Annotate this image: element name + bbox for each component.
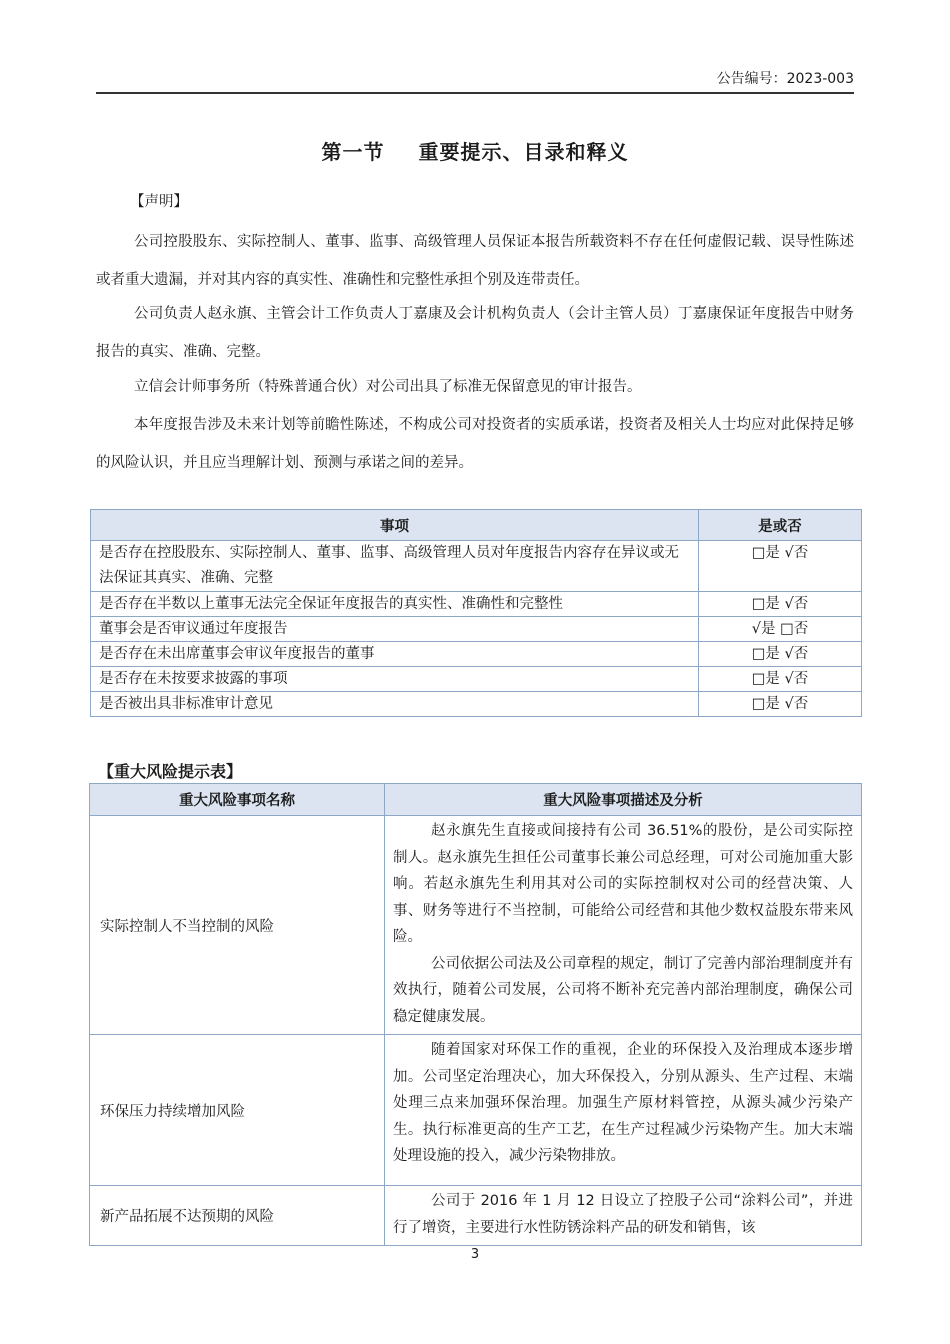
matter-text: 是否被出具非标准审计意见	[91, 692, 699, 717]
matters-header-row	[91, 510, 862, 541]
table-row	[90, 816, 862, 1035]
report-number: 公告编号：2023-003	[716, 71, 854, 87]
matter-answer: √是 □否	[699, 617, 862, 642]
matter-answer: □是 √否	[699, 642, 862, 667]
risk-table	[89, 783, 862, 1246]
risk-header-row	[90, 784, 862, 816]
risk-description-paragraph: 公司依据公司法及公司章程的规定，制订了完善内部治理制度并有效执行，随着公司发展，公司将不断补充完善内部治理制度，确保公司稳定健康发展。	[393, 955, 853, 1025]
matter-text: 是否存在未出席董事会审议年度报告的董事	[91, 642, 699, 667]
matter-answer: □是 √否	[699, 667, 862, 692]
risk-description	[385, 1035, 862, 1186]
table-row	[91, 642, 862, 667]
matter-text: 是否存在半数以上董事无法完全保证年度报告的真实性、准确性和完整性	[91, 592, 699, 617]
matters-table	[90, 509, 862, 717]
risk-description-paragraph: 公司于 2016 年 1 月 12 日设立了控股子公司“涂料公司”，并进行了增资，主要进行水性防锈涂料产品的研发和销售，该	[393, 1193, 853, 1236]
table-row	[90, 1186, 862, 1246]
section-title	[0, 136, 950, 165]
table-row	[91, 667, 862, 692]
matter-text: 董事会是否审议通过年度报告	[91, 617, 699, 642]
page-number: 3	[470, 1247, 480, 1262]
matter-text: 是否存在控股股东、实际控制人、董事、监事、高级管理人员对年度报告内容存在异议或无法保证其真实、准确、完整	[91, 541, 699, 592]
matters-header-yesno: 是或否	[699, 510, 862, 541]
risk-description-paragraph: 赵永旗先生直接或间接持有公司 36.51%的股份，是公司实际控制人。赵永旗先生担任公司董事长兼公司总经理，可对公司施加重大影响。若赵永旗先生利用其对公司的实际控制权对公司的经营决策、人事、财务等进行不当控制，可能给公司经营和其他少数权益股东带来风险。	[393, 823, 853, 945]
risk-name: 新产品拓展不达预期的风险	[90, 1186, 385, 1246]
risk-description	[385, 1186, 862, 1246]
declaration-heading: 【声明】	[130, 194, 188, 210]
declaration-paragraph-2: 公司负责人赵永旗、主管会计工作负责人丁嘉康及会计机构负责人（会计主管人员）丁嘉康保证年度报告中财务报告的真实、准确、完整。	[96, 306, 854, 360]
table-row	[91, 541, 862, 592]
section-heading: 重要提示、目录和释义	[418, 140, 629, 164]
declaration-paragraph-1: 公司控股股东、实际控制人、董事、监事、高级管理人员保证本报告所载资料不存在任何虚假记载、误导性陈述或者重大遗漏，并对其内容的真实性、准确性和完整性承担个别及连带责任。	[96, 234, 854, 288]
table-row	[91, 592, 862, 617]
section-label: 第一节	[321, 140, 385, 164]
matter-text: 是否存在未按要求披露的事项	[91, 667, 699, 692]
page-header	[96, 66, 854, 94]
table-row	[91, 692, 862, 717]
matters-header-item: 事项	[91, 510, 699, 541]
table-row	[90, 1035, 862, 1186]
risk-header-name: 重大风险事项名称	[90, 784, 385, 816]
risk-table-title: 【重大风险提示表】	[98, 762, 243, 781]
risk-description-paragraph: 随着国家对环保工作的重视，企业的环保投入及治理成本逐步增加。公司坚定治理决心，加大环保投入，分别从源头、生产过程、末端处理三点来加强环保治理。加强生产原材料管控，从源头减少污染产生。执行标准更高的生产工艺，在生产过程减少污染物产生。加大末端处理设施的投入，减少污染物排放。	[393, 1042, 853, 1164]
risk-name: 实际控制人不当控制的风险	[90, 816, 385, 1035]
matter-answer: □是 √否	[699, 692, 862, 717]
risk-description	[385, 816, 862, 1035]
declaration-paragraph-4: 本年度报告涉及未来计划等前瞻性陈述，不构成公司对投资者的实质承诺，投资者及相关人士均应对此保持足够的风险认识，并且应当理解计划、预测与承诺之间的差异。	[96, 417, 854, 471]
risk-header-desc: 重大风险事项描述及分析	[385, 784, 862, 816]
risk-name: 环保压力持续增加风险	[90, 1035, 385, 1186]
table-row	[91, 617, 862, 642]
declaration-paragraph-3: 立信会计师事务所（特殊普通合伙）对公司出具了标准无保留意见的审计报告。	[134, 379, 642, 395]
matter-answer: □是 √否	[699, 592, 862, 617]
matter-answer: □是 √否	[699, 541, 862, 592]
